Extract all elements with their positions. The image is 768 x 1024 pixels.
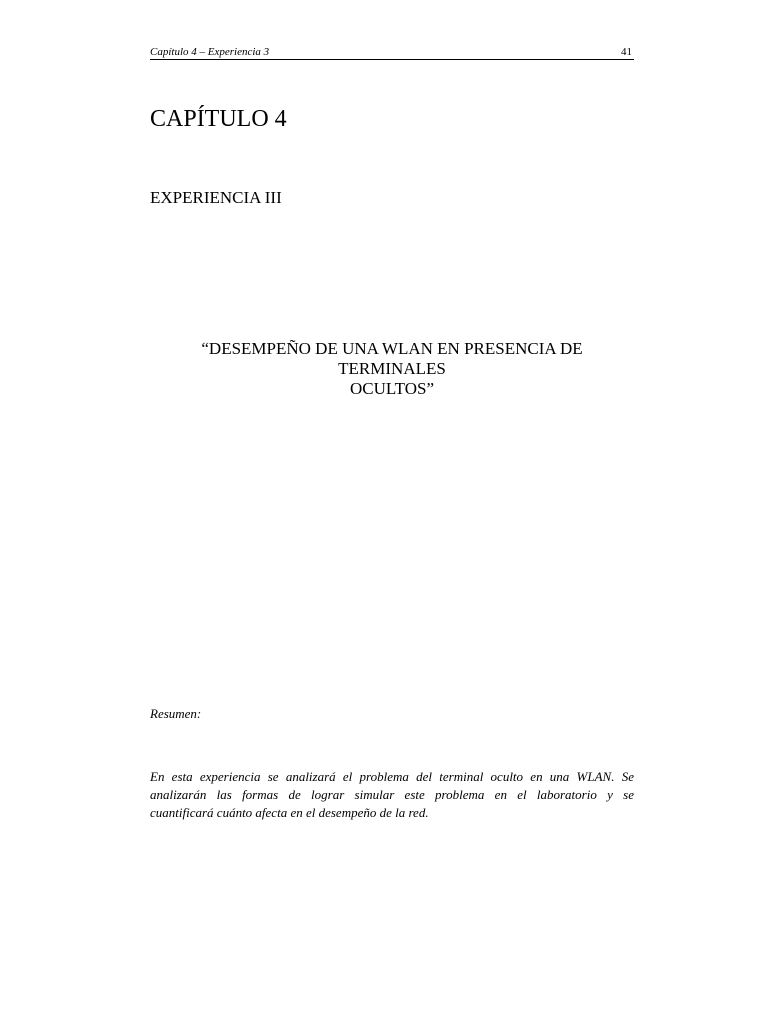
- experience-heading: EXPERIENCIA III: [150, 188, 282, 207]
- experiment-title-line: “DESEMPEÑO DE UNA WLAN EN PRESENCIA DE TERMINALES: [201, 339, 583, 378]
- abstract-line: En esta experiencia se analizará el problema del terminal oculto en una WLAN. Se: [150, 769, 634, 784]
- experiment-title: [150, 339, 634, 399]
- running-header: [150, 45, 634, 60]
- header-title: Capítulo 4 – Experiencia 3: [150, 46, 270, 58]
- abstract-label: Resumen:: [150, 706, 202, 721]
- chapter-heading: CAPÍTULO 4: [150, 106, 287, 132]
- abstract-line: analizarán las formas de lograr simular este problema en el laboratorio y se: [150, 787, 634, 802]
- abstract-line: cuantificará cuánto afecta en el desempeño de la red.: [150, 805, 429, 820]
- page-number: 41: [621, 46, 632, 58]
- experiment-title-line: OCULTOS”: [349, 379, 435, 398]
- abstract-body: [150, 768, 634, 822]
